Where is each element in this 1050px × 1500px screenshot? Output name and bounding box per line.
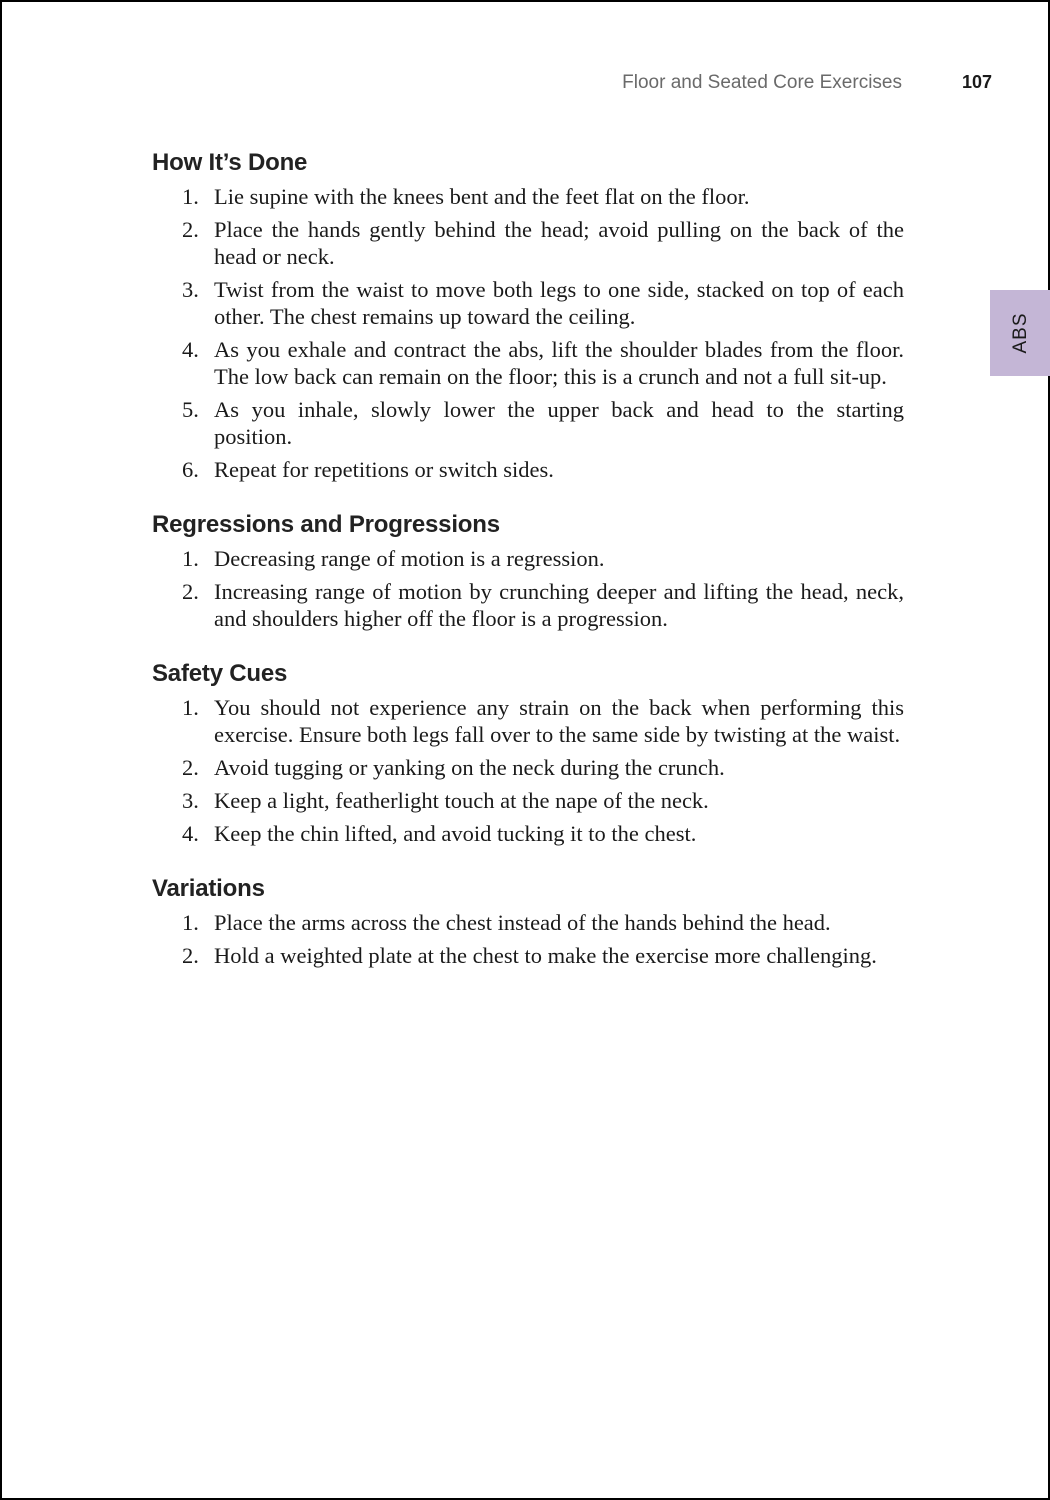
- list-item: [152, 545, 904, 572]
- section-heading: How It’s Done: [152, 149, 308, 176]
- item-number: 5.: [182, 397, 199, 422]
- numbered-list: [152, 909, 904, 969]
- item-number: 2.: [182, 943, 199, 968]
- item-text: Hold a weighted plate at the chest to make the exercise more challenging.: [214, 943, 877, 968]
- item-text: Twist from the waist to move both legs to one side, stacked on top of each other. The chest remains up toward the ceiling.: [214, 277, 904, 329]
- item-text: Lie supine with the knees bent and the feet flat on the floor.: [214, 184, 750, 209]
- item-text: Avoid tugging or yanking on the neck during the crunch.: [214, 755, 725, 780]
- numbered-list: [152, 545, 904, 632]
- numbered-list: [152, 694, 904, 847]
- section-thumb-tab-label: ABS: [1010, 312, 1031, 354]
- item-text: Keep the chin lifted, and avoid tucking it to the chest.: [214, 821, 697, 846]
- section-thumb-tab: [990, 290, 1050, 376]
- item-number: 6.: [182, 457, 199, 482]
- numbered-list: [152, 183, 904, 483]
- list-item: [152, 276, 904, 330]
- list-item: [152, 820, 904, 847]
- item-text: As you inhale, slowly lower the upper back and head to the starting position.: [214, 397, 904, 449]
- item-number: 3.: [182, 277, 199, 302]
- item-number: 1.: [182, 546, 199, 571]
- section-heading: Regressions and Progressions: [152, 511, 500, 538]
- item-text: Keep a light, featherlight touch at the nape of the neck.: [214, 788, 709, 813]
- list-item: [152, 578, 904, 632]
- section-safety-cues: [152, 658, 904, 847]
- list-item: [152, 694, 904, 748]
- item-text: Decreasing range of motion is a regression.: [214, 546, 605, 571]
- item-text: You should not experience any strain on the back when performing this exercise. Ensure both legs fall over to the same side by twisting at the waist.: [214, 695, 904, 747]
- page-number: 107: [961, 72, 992, 92]
- section-how-its-done: [152, 147, 904, 483]
- list-item: [152, 336, 904, 390]
- item-number: 1.: [182, 695, 199, 720]
- item-number: 4.: [182, 337, 199, 362]
- list-item: [152, 183, 904, 210]
- section-heading: Variations: [152, 875, 265, 902]
- item-number: 4.: [182, 821, 199, 846]
- list-item: [152, 787, 904, 814]
- item-number: 2.: [182, 755, 199, 780]
- item-text: Place the hands gently behind the head; avoid pulling on the back of the head or neck.: [214, 217, 904, 269]
- item-text: Increasing range of motion by crunching deeper and lifting the head, neck, and shoulders higher off the floor is a progression.: [214, 579, 904, 631]
- page-content: [152, 147, 904, 995]
- item-number: 3.: [182, 788, 199, 813]
- section-regressions-progressions: [152, 509, 904, 632]
- item-number: 2.: [182, 217, 199, 242]
- list-item: [152, 754, 904, 781]
- list-item: [152, 942, 904, 969]
- list-item: [152, 456, 904, 483]
- item-number: 2.: [182, 579, 199, 604]
- running-head-title: Floor and Seated Core Exercises: [622, 72, 902, 93]
- item-text: Place the arms across the chest instead of the hands behind the head.: [214, 910, 831, 935]
- item-number: 1.: [182, 910, 199, 935]
- item-text: As you exhale and contract the abs, lift the shoulder blades from the floor. The low back can remain on the floor; this is a crunch and not a full sit-up.: [214, 337, 904, 389]
- item-text: Repeat for repetitions or switch sides.: [214, 457, 554, 482]
- list-item: [152, 909, 904, 936]
- item-number: 1.: [182, 184, 199, 209]
- list-item: [152, 396, 904, 450]
- section-variations: [152, 873, 904, 969]
- list-item: [152, 216, 904, 270]
- section-heading: Safety Cues: [152, 660, 288, 687]
